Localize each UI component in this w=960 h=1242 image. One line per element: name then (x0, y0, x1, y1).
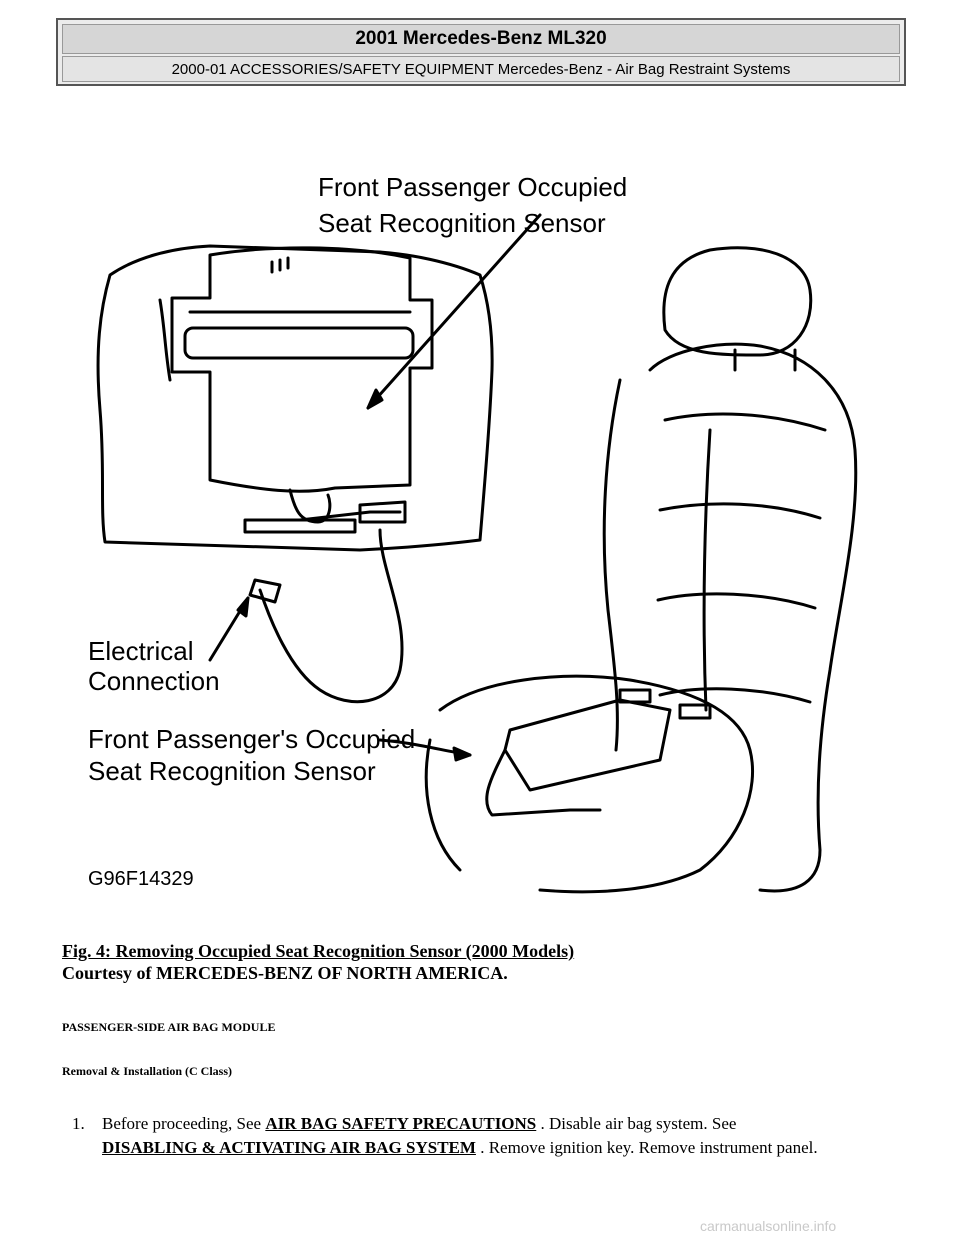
step-number: 1. (72, 1114, 85, 1133)
label-seat-sensor-1: Front Passenger's Occupied (88, 724, 416, 754)
label-front-sensor-1: Front Passenger Occupied (318, 172, 628, 202)
harness-wire (260, 530, 402, 702)
seat-bottom-sensor (505, 700, 670, 790)
watermark: carmanualsonline.info (700, 1218, 837, 1234)
step-text: Before proceeding, See (102, 1114, 266, 1133)
section-subheading: Removal & Installation (C Class) (62, 1064, 232, 1078)
step-text: . Disable air bag system. See (536, 1114, 737, 1133)
label-electrical-1: Electrical (88, 636, 194, 666)
caption-title: Fig. 4: Removing Occupied Seat Recognition Sensor (2000 Models) (62, 941, 575, 961)
label-front-sensor-2: Seat Recognition Sensor (318, 208, 606, 238)
air-bag-safety-precautions-link[interactable]: AIR BAG SAFETY PRECAUTIONS (265, 1114, 537, 1133)
step-text: . Remove ignition key. Remove instrument panel. (475, 1138, 818, 1157)
cushion-inner-line (160, 300, 170, 380)
headrest (664, 248, 811, 355)
procedure-step (72, 1112, 922, 1160)
document-subtitle: 2000-01 ACCESSORIES/SAFETY EQUIPMENT Mercedes-Benz - Air Bag Restraint Systems (62, 56, 900, 82)
seat-back-outline (650, 344, 856, 891)
document-header (56, 18, 906, 86)
section-heading: PASSENGER-SIDE AIR BAG MODULE (62, 1020, 276, 1034)
figure-caption (62, 940, 902, 984)
sensor-connector (290, 490, 400, 522)
disabling-activating-air-bag-link[interactable]: DISABLING & ACTIVATING AIR BAG SYSTEM (102, 1138, 476, 1157)
label-seat-sensor-2: Seat Recognition Sensor (88, 756, 376, 786)
figure-code: G96F14329 (88, 868, 194, 890)
electrical-plug (250, 580, 280, 602)
sensor-mat (172, 248, 432, 491)
label-electrical-2: Connection (88, 666, 220, 696)
caption-courtesy: Courtesy of MERCEDES-BENZ OF NORTH AMERICA. (62, 963, 508, 983)
figure-diagram (60, 150, 900, 920)
sensor-slot (185, 328, 413, 358)
document-title: 2001 Mercedes-Benz ML320 (62, 24, 900, 54)
seat-sensor-illustration (60, 150, 900, 920)
procedure-steps (72, 1112, 922, 1160)
